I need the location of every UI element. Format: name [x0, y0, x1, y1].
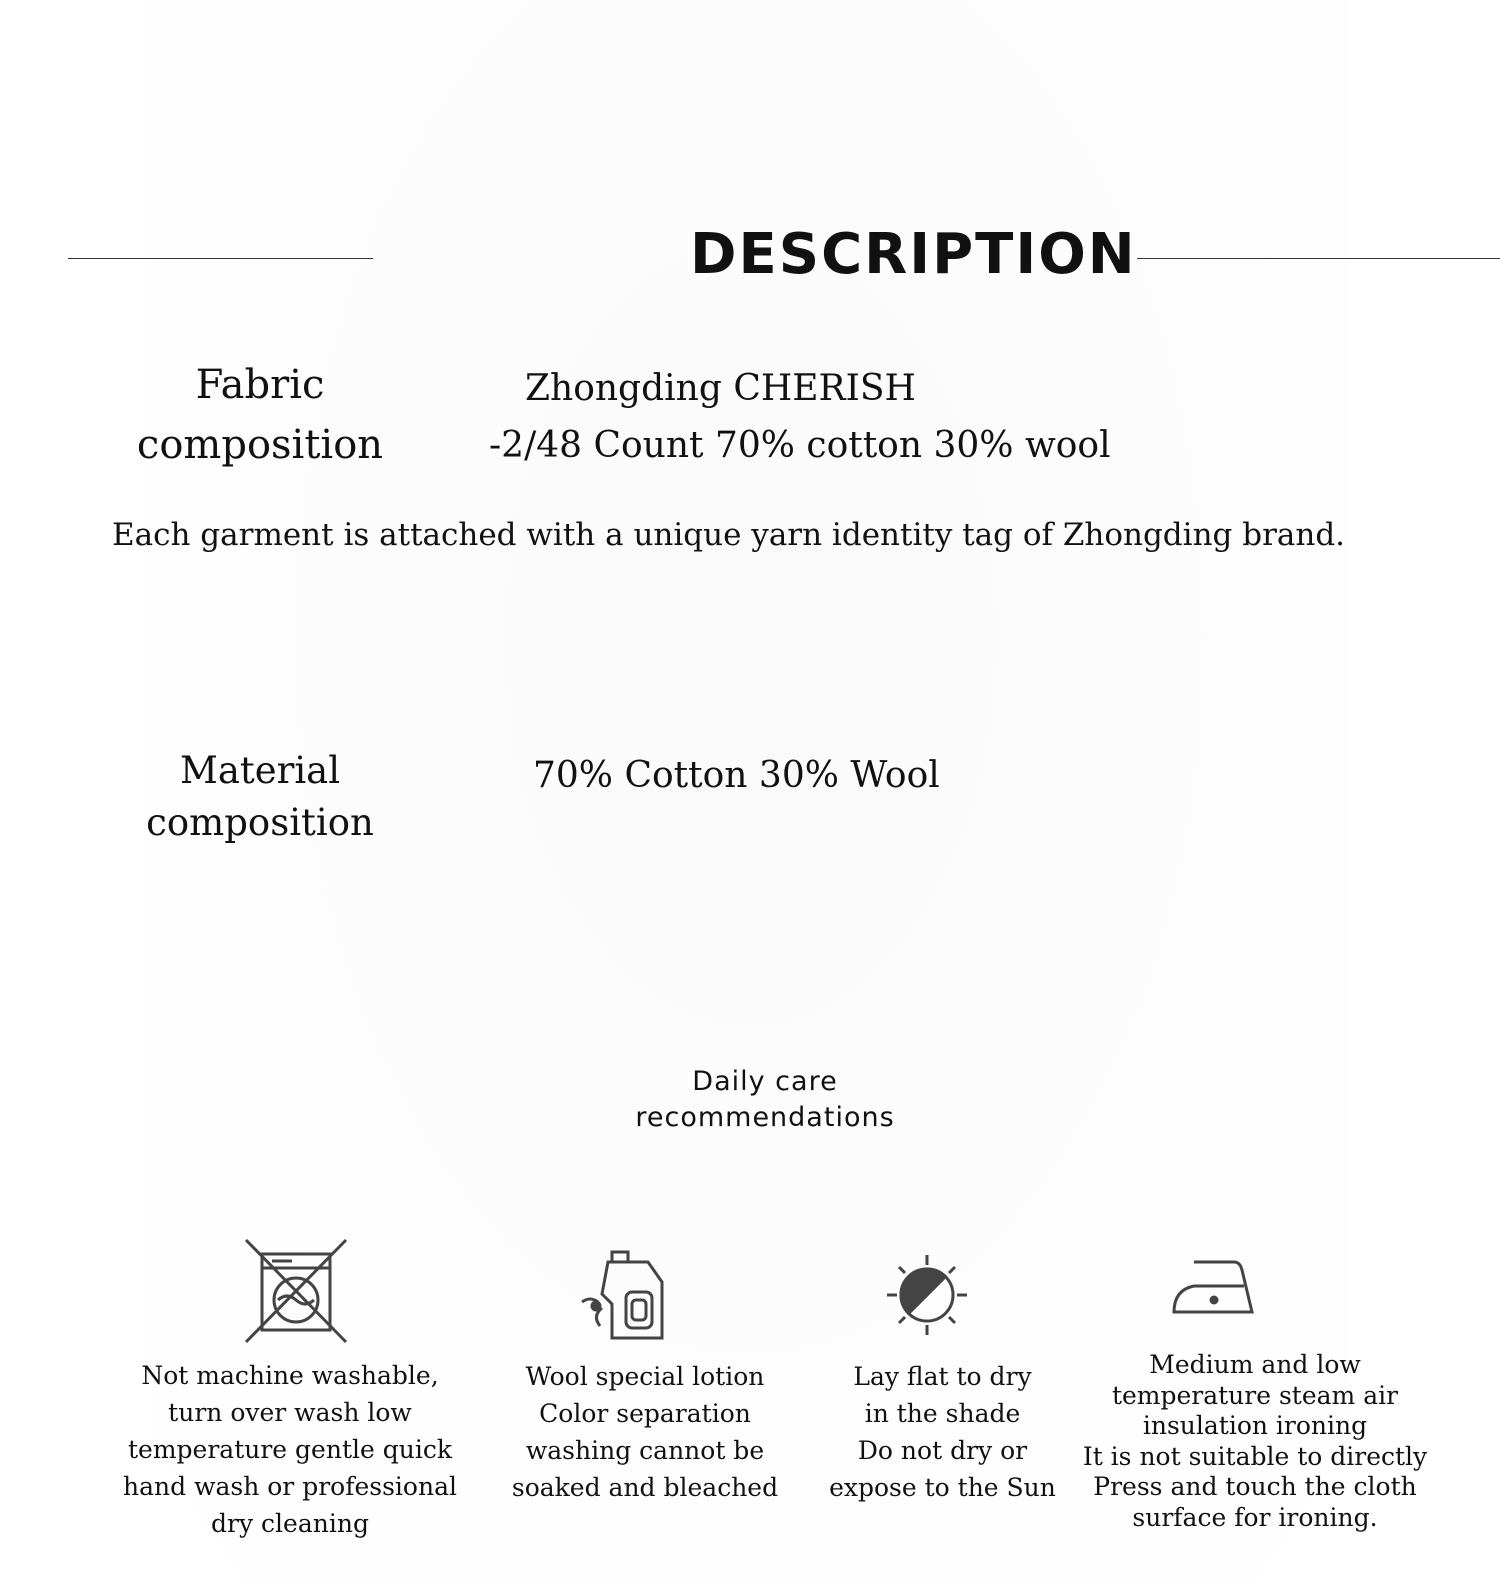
- care-text-shade-dry: Lay flat to dry in the shade Do not dry or expose to the Sun: [829, 1362, 1056, 1502]
- material-composition-label: [110, 745, 410, 849]
- material-label-line2: composition: [146, 801, 374, 844]
- fabric-value-line2: -2/48 Count 70% cotton 30% wool: [489, 425, 1111, 466]
- identity-tag-note: Each garment is attached with a unique yarn identity tag of Zhongding brand.: [112, 517, 1346, 553]
- title-rule-left: [68, 258, 373, 259]
- material-label-line1: Material: [179, 749, 341, 792]
- no-machine-wash-icon: [242, 1238, 350, 1346]
- page-title: DESCRIPTION: [690, 222, 1137, 287]
- care-heading: [600, 1064, 930, 1136]
- care-heading-line2: recommendations: [635, 1102, 895, 1133]
- care-text-no-machine-wash: Not machine washable, turn over wash low temperature gentle quick hand wash or professional dry cleaning: [123, 1361, 457, 1538]
- care-text-wool-lotion: Wool special lotion Color separation washing cannot be soaked and bleached: [511, 1362, 779, 1502]
- iron-icon: [1170, 1258, 1256, 1316]
- shade-dry-icon: [885, 1253, 969, 1337]
- fabric-label-line1: Fabric: [195, 362, 325, 408]
- title-rule-right: [1137, 258, 1500, 259]
- fabric-value-line1: Zhongding CHERISH: [525, 368, 916, 409]
- fabric-label-line2: composition: [136, 422, 384, 468]
- care-text-iron: Medium and low temperature steam air insulation ironing It is not suitable to directly Press and touch the cloth surface for ironing.: [1082, 1350, 1428, 1532]
- wool-lotion-icon: [578, 1250, 670, 1342]
- material-value: 70% Cotton 30% Wool: [533, 755, 940, 796]
- care-heading-line1: Daily care: [692, 1066, 838, 1097]
- fabric-composition-label: [110, 355, 410, 475]
